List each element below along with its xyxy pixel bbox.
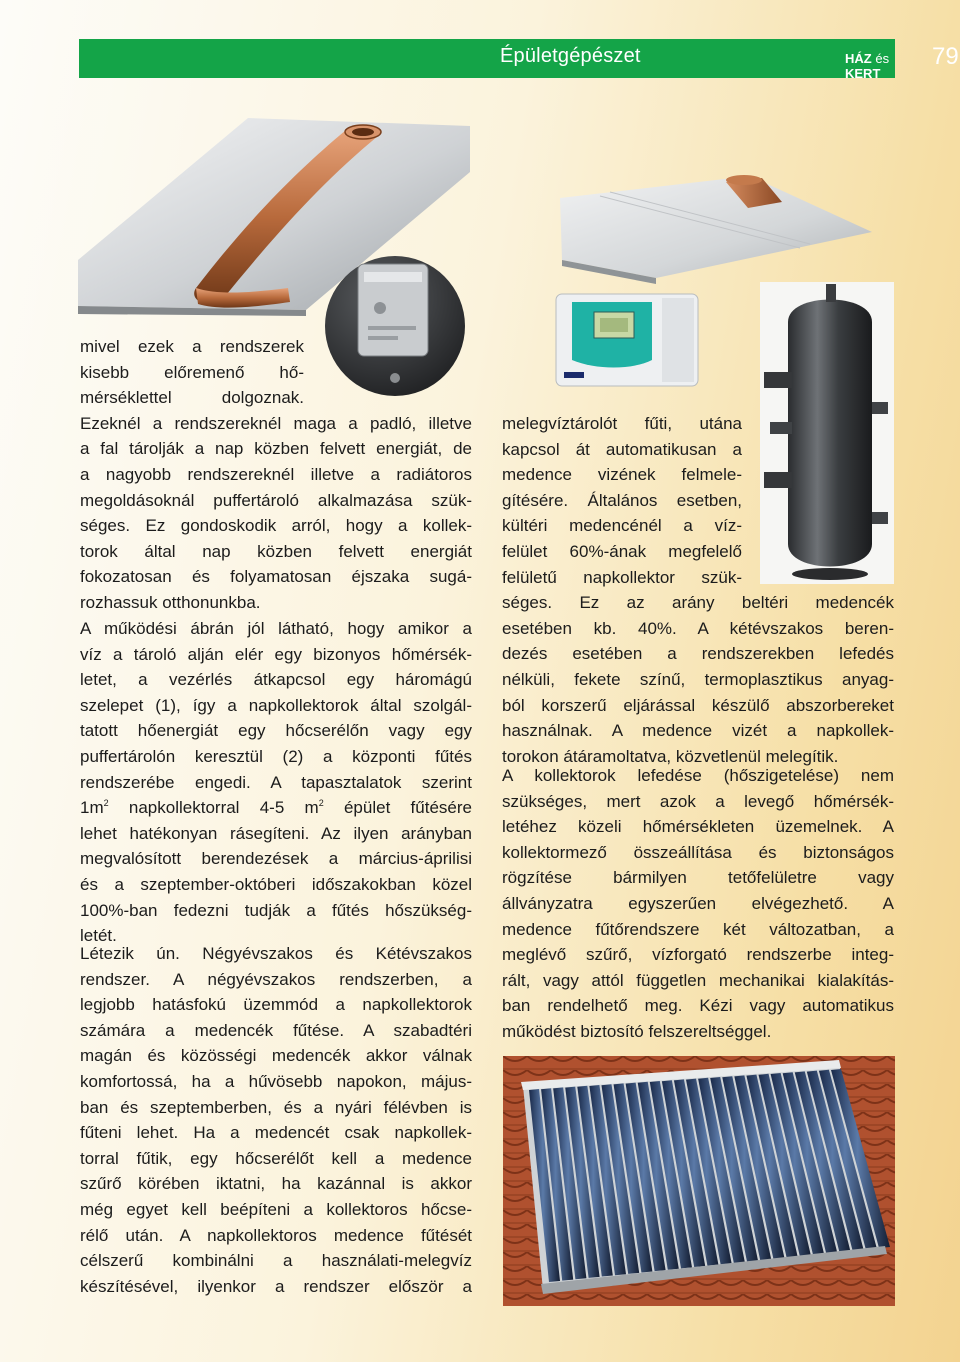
wall-heating-panel-photo (500, 110, 894, 288)
magazine-name: HÁZ és KERT (845, 51, 890, 81)
left-column-paragraph-2: A működési ábrán jól látható, hogy amikor a víz a tároló alján elér egy bizonyos hőmérsék- letet, a vezérlés átkapcsol egy háromágú szelepet (1), így a napkollektorok által szolgál- tatott hőenergiát egy hőcserélőn vagy egy puffertárolón keresztül (2) a központi fűtés rendszerébe engedi. A tapasztalatok szerint $1m^2$ napkollektorral 4-5 $m^2$ épület fűtésére lehet hatékonyan rásegíteni. Az ilyen arányban megvalósított berendezések a március-áprilisi és a szeptember-októberi időszakokban közel 100%-ban fedezni tudják a fűtés hőszükség- letét. (80, 619, 472, 946)
roof-solar-collectors-photo (503, 1056, 895, 1306)
right-column-paragraph-1: melegvíztárolót fűti, utána kapcsol át automatikusan a medence vizének felmele- gítésére. Általános esetben, kültéri medencénél a víz- felület 60%-ának megfelelő felületű napkollektor szük- séges. Ez az arány beltéri medencék esetében kb. 40%. A kétévszakos beren- dezés esetében a rendszerekben lefedés nélküli, fekete színű, termoplasztikus anyag- ból korszerű eljárással készülő abszorbereket használnak. A medence vizét a napkollek- torokon átáramoltatva, közvetlenül melegítik. (502, 414, 894, 766)
left-column-paragraph-1: mivel ezek a rendszerek kisebb előremenő hő- mérséklettel dolgoznak. Ezeknél a rendszereknél maga a padló, illetve a fal tárolják a nap közben felvett energiát, de a nagyobb rendszereknél illetve a radiátoros megoldásoknál puffertároló alkalmazása szük- séges. Ez gondoskodik arról, hogy a kollek- torok által nap közben felvett energiát fokozatosan és folyamatosan éjszaka sugá- rozhassuk otthonunkba. (80, 337, 472, 612)
right-column-paragraph-2: A kollektorok lefedése (hőszigetelése) nem szükséges, mert azok a levegő hőmérsék- letéhez közeli hőmérsékleten üzemelnek. A kollektormező összeállítása és biztonságos rögzítése bármilyen tetőfelületre vagy állványzatra egyszerűen elvégezhető. A medence fűtőrendszere két változatban, a meglévő szűrő, vízforgató rendszerbe integ- rált, vagy attól független mechanikai kialakítás- ban rendelhető meg. Kézi vagy automatikus működést biztosító felszereltséggel. (502, 766, 894, 1041)
digital-solar-controller-photo (552, 290, 702, 390)
left-column-paragraph-3: Létezik ún. Négyévszakos és Kétévszakos rendszer. A négyévszakos rendszerben, a legjobb hatásfokú üzemmód a napkollektorok számára a medencék fűtése. A szabadtéri magán és közösségi medencék akkor válnak komfortossá, ha a hűvösebb napokon, május- ban és szeptemberben, és a nyári félévben is fűteni lehet. Ha a medencét csak napkollek- torral fűtik, egy hőcserélőt kell a medence szűrő körében iktatni, ha kazánnal is akkor még egyet kell beépíteni a kollektoros hőcse- rélő után. A napkollektoros medence fűtését célszerű kombinálni a használati-melegvíz készítésével, ilyenkor a rendszer először a (80, 944, 472, 1296)
section-title: Épületgépészet (500, 45, 641, 67)
page-header (79, 39, 959, 81)
page-number: 79 (932, 43, 959, 70)
